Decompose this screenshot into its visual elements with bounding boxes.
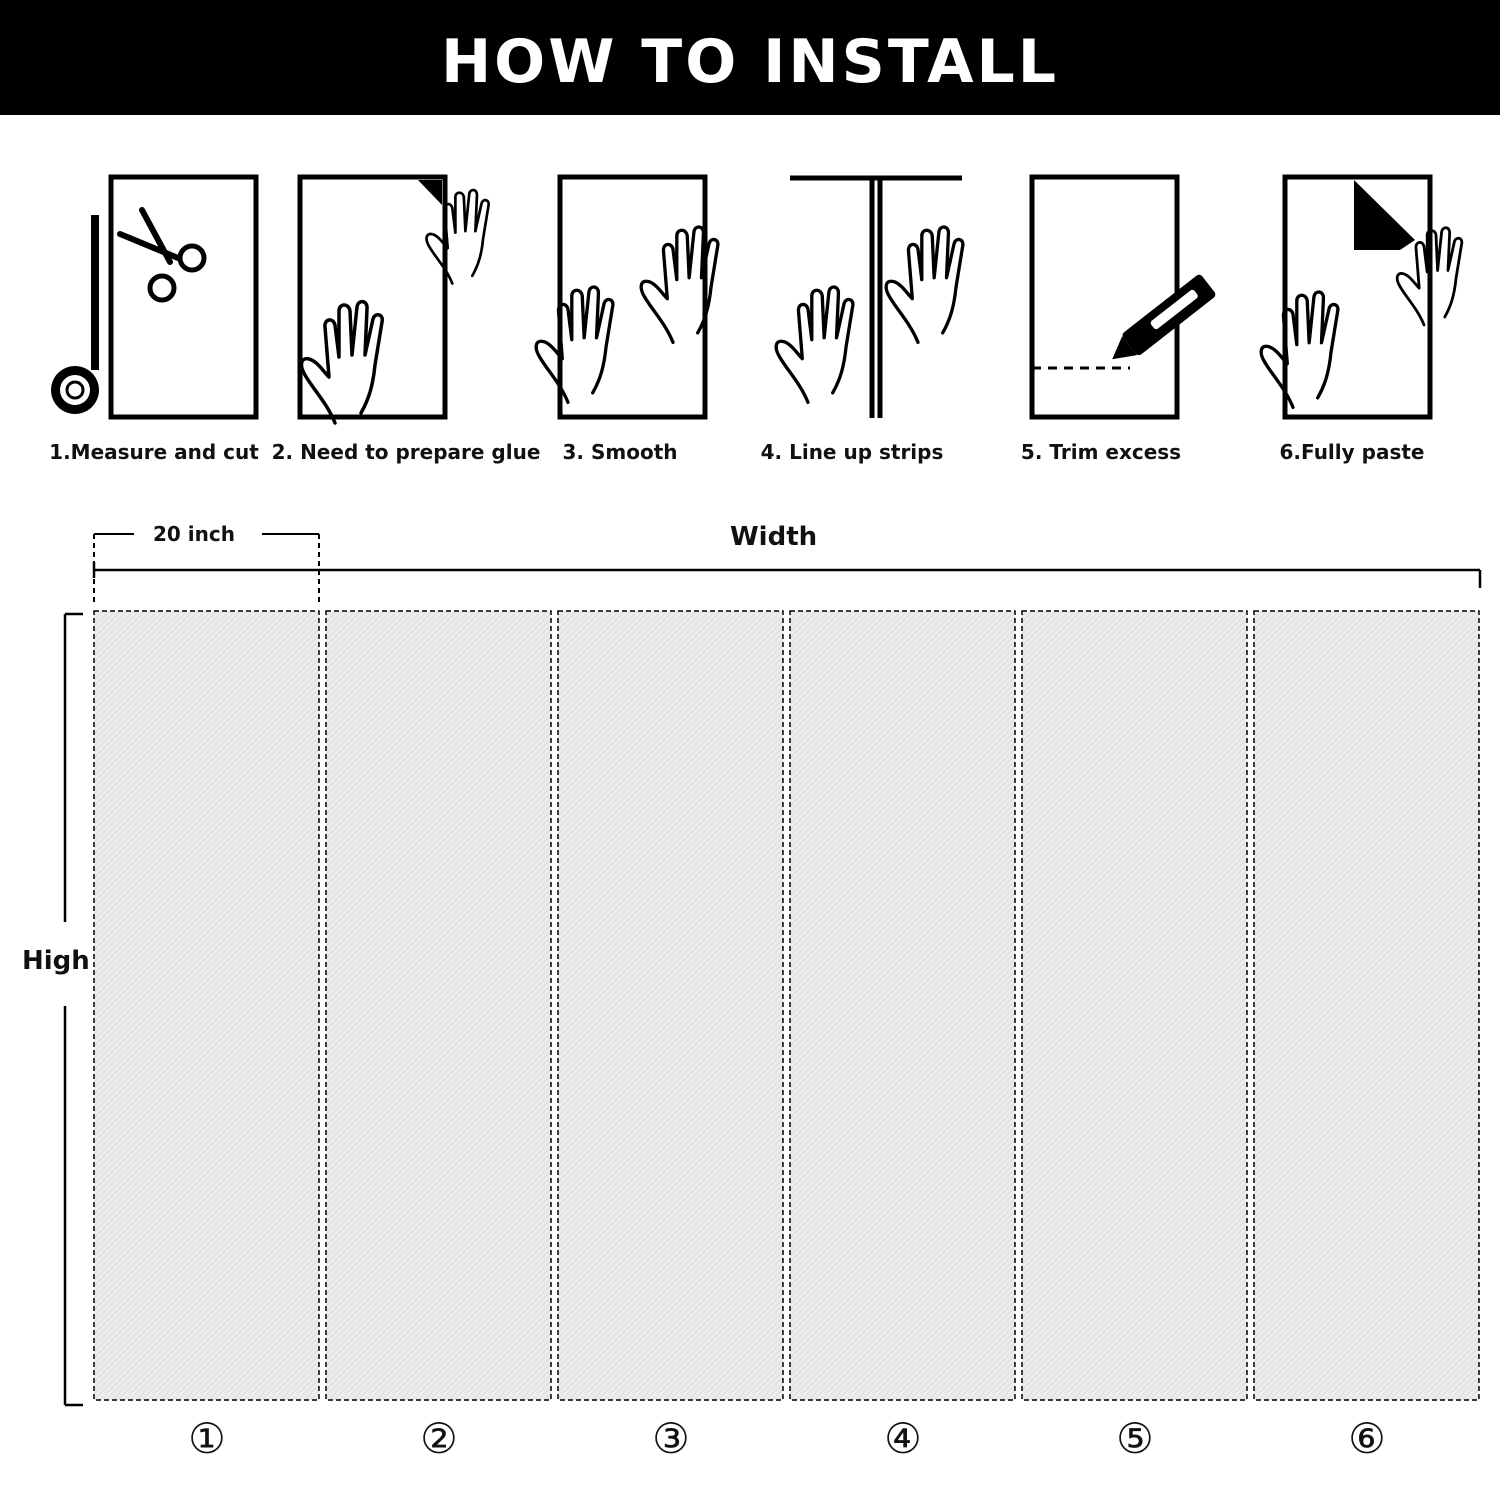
step-label-3: 3. Smooth: [562, 440, 678, 464]
panel-number-5: ⑤: [1116, 1414, 1154, 1463]
wallpaper-panel-3: [558, 611, 783, 1400]
panel-layout-diagram: [0, 510, 1500, 1410]
step-label-1: 1.Measure and cut: [49, 440, 259, 464]
step-label-6: 6.Fully paste: [1279, 440, 1425, 464]
wallpaper-panel-6: [1254, 611, 1479, 1400]
wallpaper-panel-4: [790, 611, 1015, 1400]
smooth-icon: [536, 177, 718, 417]
wallpaper-panel-5: [1022, 611, 1247, 1400]
panel-number-6: ⑥: [1348, 1414, 1386, 1463]
height-label: High: [22, 946, 90, 976]
panel-number-3: ③: [652, 1414, 690, 1463]
height-dimension: [65, 614, 83, 1405]
header-banner: [0, 0, 1500, 115]
width-label: Width: [730, 522, 818, 552]
fully-paste-icon: [1261, 177, 1462, 417]
wallpaper-panel-2: [326, 611, 551, 1400]
utility-knife-icon: [1104, 273, 1217, 370]
measure-and-cut-icon: [51, 177, 256, 417]
install-steps-illustration: [0, 150, 1500, 440]
scissors-icon: [120, 210, 204, 300]
panel-number-1: ①: [188, 1414, 226, 1463]
prepare-glue-icon: [300, 177, 489, 423]
panel-number-2: ②: [420, 1414, 458, 1463]
trim-excess-icon: [1032, 177, 1217, 417]
panel-number-4: ④: [884, 1414, 922, 1463]
step-label-2: 2. Need to prepare glue: [271, 440, 541, 464]
step-label-5: 5. Trim excess: [1020, 440, 1182, 464]
wallpaper-panel-1: [94, 611, 319, 1400]
step-label-4: 4. Line up strips: [760, 440, 944, 464]
page-title: HOW TO INSTALL: [440, 26, 1060, 97]
width-dimension: [94, 562, 1480, 588]
line-up-strips-icon: [776, 178, 963, 418]
strip-width-label: 20 inch: [153, 522, 235, 546]
